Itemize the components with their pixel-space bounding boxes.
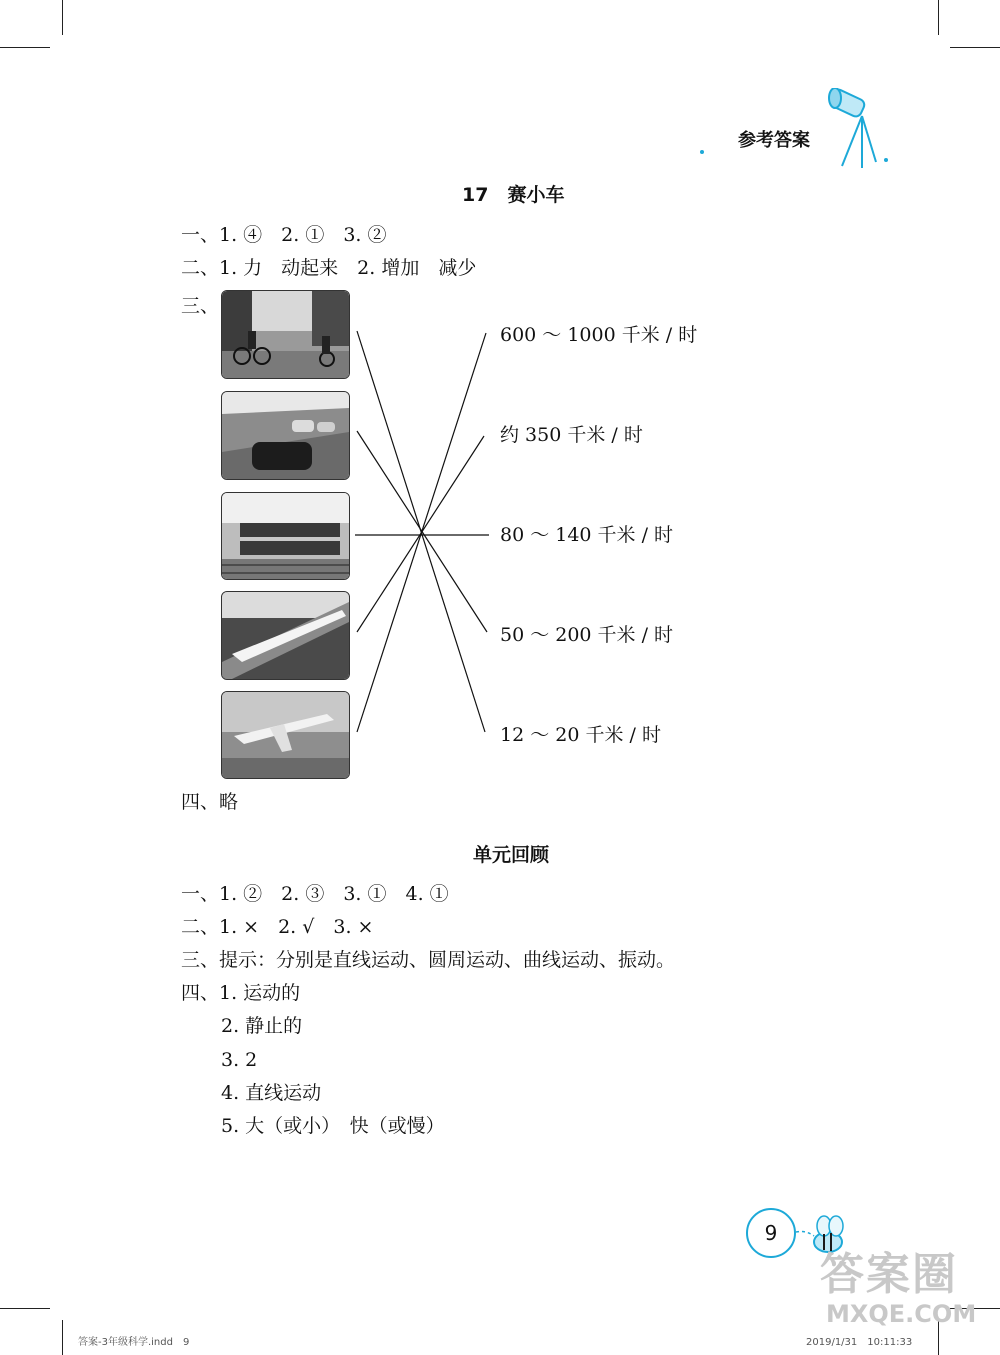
page-number: 9 (746, 1208, 796, 1258)
answer-line-4: 四、略 (181, 791, 239, 813)
speed-label: 600 ～ 1000 千米 / 时 (500, 324, 698, 346)
review-sub-line: 5. 大（或小） 快（或慢） (221, 1115, 445, 1137)
speed-label: 80 ～ 140 千米 / 时 (500, 524, 674, 546)
watermark-bottom: MXQE.COM (826, 1300, 977, 1328)
header-label: 参考答案 (738, 130, 810, 151)
lesson-title: 17 赛小车 (462, 184, 565, 206)
review-line: 三、提示：分别是直线运动、圆周运动、曲线运动、振动。 (181, 949, 676, 971)
review-line: 一、1. ② 2. ③ 3. ① 4. ① (181, 883, 449, 905)
speed-label: 50 ～ 200 千米 / 时 (500, 624, 674, 646)
speed-label: 约 350 千米 / 时 (500, 424, 643, 446)
footer-timestamp: 2019/1/31 10:11:33 (806, 1337, 913, 1348)
review-line: 四、1. 运动的 (181, 982, 301, 1004)
review-sub-line: 4. 直线运动 (221, 1082, 322, 1104)
answer-line-2: 二、1. 力 动起来 2. 增加 减少 (181, 257, 477, 279)
answer-line-3-label: 三、 (181, 295, 220, 317)
review-title: 单元回顾 (473, 844, 550, 866)
review-sub-line: 3. 2 (221, 1049, 258, 1071)
review-line: 二、1. × 2. √ 3. × (181, 916, 374, 938)
watermark-logo (820, 1250, 976, 1328)
footer-file-label: 答案-3年级科学.indd 9 (78, 1337, 190, 1348)
speed-label: 12 ～ 20 千米 / 时 (500, 724, 661, 746)
review-sub-line: 2. 静止的 (221, 1015, 303, 1037)
watermark-top: 答案圈 (820, 1249, 958, 1300)
answer-line-1: 一、1. ④ 2. ① 3. ② (181, 224, 387, 246)
